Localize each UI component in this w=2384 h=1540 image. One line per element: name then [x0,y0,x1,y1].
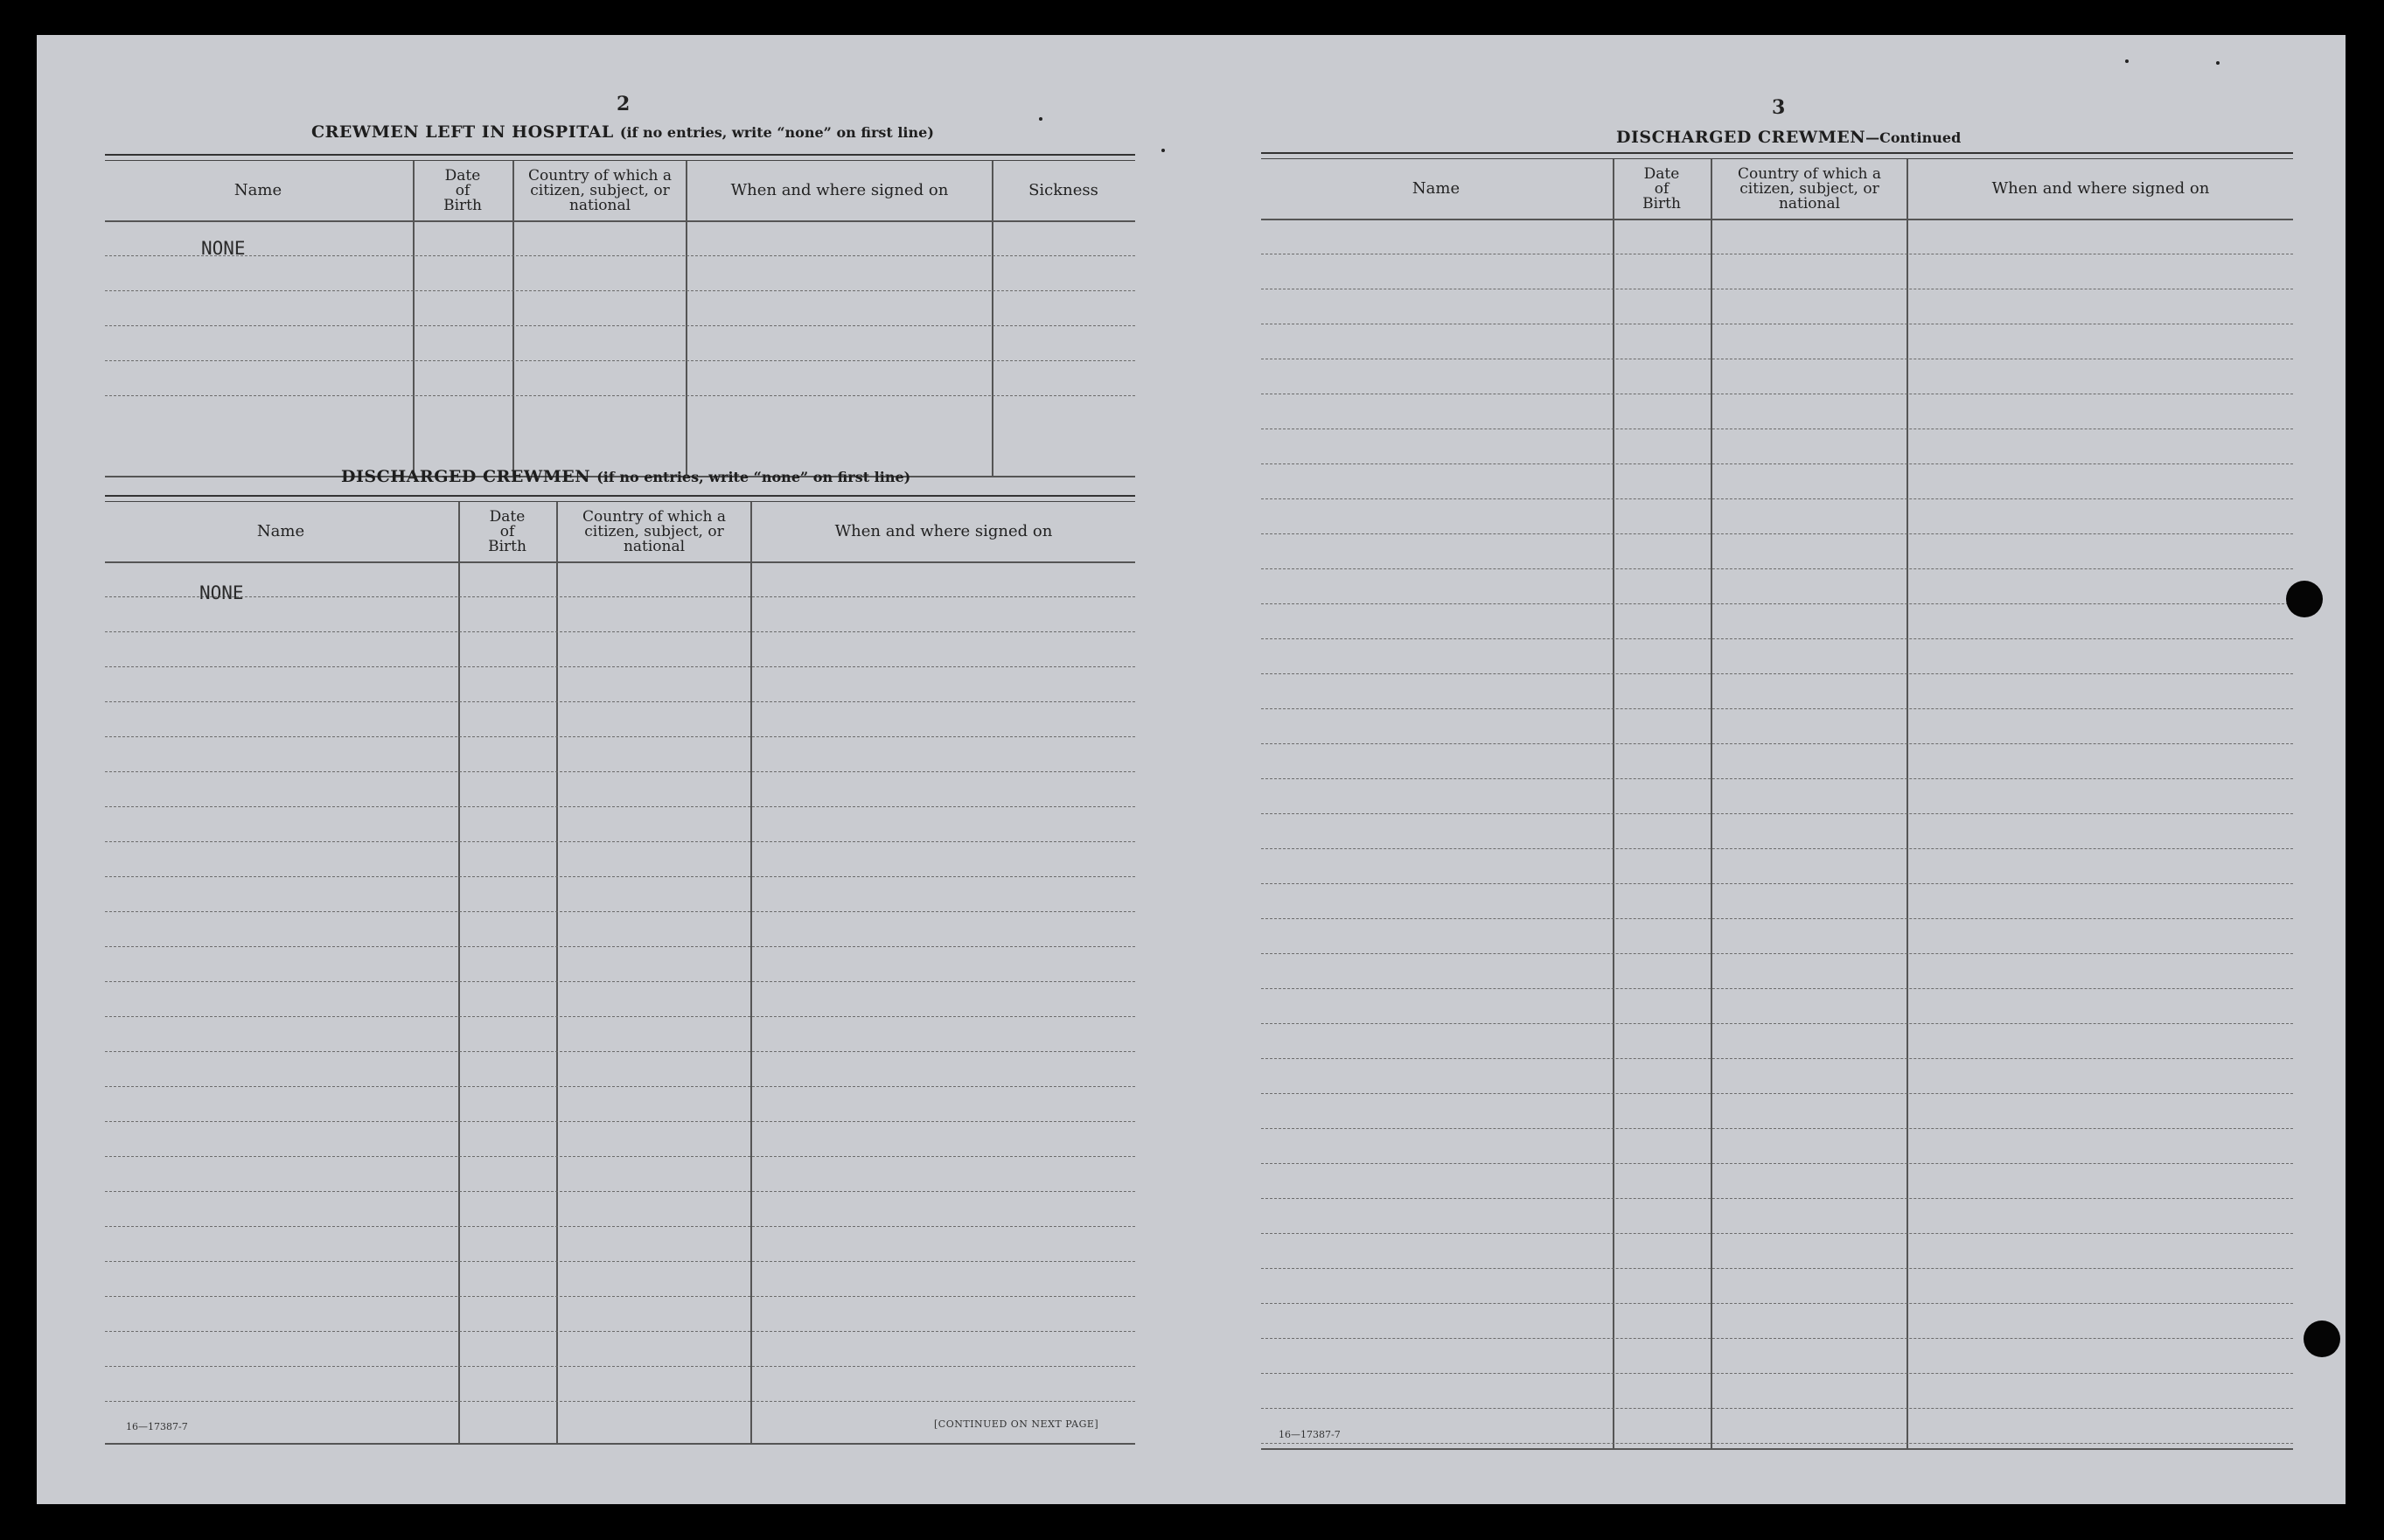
column-divider [1907,159,1908,1448]
row-line [105,1401,1135,1402]
discharged-continued-table [1261,159,2293,1450]
row-line [1261,1268,2293,1269]
col-header-sickness: Sickness [1028,181,1098,199]
discharged-table [105,502,1135,1446]
row-line [1261,1163,2293,1164]
col-header-signed-on: When and where signed on [1991,179,2210,198]
row-line [1261,953,2293,954]
col-header-signed-on: When and where signed on [834,522,1053,540]
scan-speck [1161,149,1165,152]
row-line [105,395,1135,396]
row-line [1261,533,2293,534]
discharged-title-text: DISCHARGED CREWMEN [341,467,591,486]
col-header-name: Name [234,181,282,199]
row-line [105,771,1135,772]
row-line [1261,988,2293,989]
column-divider [750,502,752,1443]
col-header-name: Name [1412,179,1460,198]
row-line [1261,1338,2293,1339]
row-line [105,1296,1135,1297]
table-bottom-rule [105,1443,1135,1445]
punch-hole-lower [2304,1320,2340,1357]
row-line [105,876,1135,877]
discharged-section-title [341,467,910,486]
row-line [1261,743,2293,744]
row-line [1261,1373,2293,1374]
row-line [1261,918,2293,919]
column-divider [413,161,415,476]
row-line [105,806,1135,807]
continued-top-rule [1261,152,2293,159]
scanned-form [37,35,2346,1504]
row-line [105,1156,1135,1157]
row-line [105,255,1135,256]
row-line [1261,1058,2293,1059]
continued-note: [CONTINUED ON NEXT PAGE] [934,1418,1099,1430]
row-line [105,1051,1135,1052]
scan-speck [2216,61,2220,65]
column-divider [686,161,687,476]
hospital-entry-none: NONE [201,238,246,259]
row-line [1261,1233,2293,1234]
header-underline [105,220,1135,222]
discharged-continued-title-text: DISCHARGED CREWMEN [1616,128,1866,147]
hospital-section-title [311,122,934,142]
form-code-left: 16—17387-7 [126,1421,188,1432]
discharged-top-rule [105,495,1135,502]
header-underline [105,561,1135,563]
row-line [105,325,1135,326]
page-number-right: 3 [1772,96,1786,119]
col-header-signed-on: When and where signed on [730,181,949,199]
row-line [105,1086,1135,1087]
form-code-right: 16—17387-7 [1279,1429,1341,1440]
row-line [105,1016,1135,1017]
discharged-continued-title [1616,128,1961,147]
row-line [1261,813,2293,814]
row-line [1261,708,2293,709]
row-line [1261,848,2293,849]
row-line [105,1366,1135,1367]
row-line [1261,1093,2293,1094]
col-header-country: Country of which a citizen, subject, or national [582,507,726,555]
row-line [1261,568,2293,569]
row-line [105,946,1135,947]
row-line [105,736,1135,737]
row-line [1261,1128,2293,1129]
row-line [1261,603,2293,604]
row-line [105,631,1135,632]
row-line [105,841,1135,842]
hospital-table [105,161,1135,479]
row-line [105,1261,1135,1262]
row-line [105,701,1135,702]
scan-speck [2125,59,2129,63]
row-line [105,596,1135,597]
table-bottom-rule [1261,1448,2293,1450]
row-line [105,666,1135,667]
column-divider [458,502,460,1443]
row-line [1261,1198,2293,1199]
column-divider [1711,159,1712,1448]
col-header-country: Country of which a citizen, subject, or national [1738,164,1881,213]
row-line [105,911,1135,912]
row-line [1261,883,2293,884]
scan-speck [1039,117,1042,121]
page-number-left: 2 [617,93,631,115]
row-line [105,1331,1135,1332]
row-line [105,290,1135,291]
hospital-title-note: (if no entries, write “none” on first line) [619,124,934,141]
row-line [1261,778,2293,779]
row-line [105,1121,1135,1122]
col-header-country: Country of which a citizen, subject, or national [528,166,672,214]
header-underline [1261,219,2293,220]
col-header-date-of-birth: Date of Birth [488,507,526,555]
col-header-name: Name [256,522,305,540]
row-line [1261,463,2293,464]
row-line [105,360,1135,361]
row-line [105,1191,1135,1192]
hospital-title-text: CREWMEN LEFT IN HOSPITAL [311,122,614,142]
row-line [1261,1443,2293,1444]
row-line [1261,1408,2293,1409]
discharged-entry-none: NONE [199,582,244,603]
column-divider [1613,159,1614,1448]
punch-hole-upper [2286,581,2323,617]
row-line [1261,498,2293,499]
discharged-title-note: (if no entries, write “none” on first line) [596,469,911,485]
row-line [105,981,1135,982]
col-header-date-of-birth: Date of Birth [443,166,482,214]
column-divider [556,502,558,1443]
row-line [1261,1303,2293,1304]
column-divider [992,161,993,476]
column-divider [512,161,514,476]
row-line [1261,638,2293,639]
row-line [105,1226,1135,1227]
hospital-top-rule [105,154,1135,161]
row-line [1261,1023,2293,1024]
row-line [1261,673,2293,674]
discharged-continued-suffix: —Continued [1865,129,1962,146]
col-header-date-of-birth: Date of Birth [1642,164,1681,213]
